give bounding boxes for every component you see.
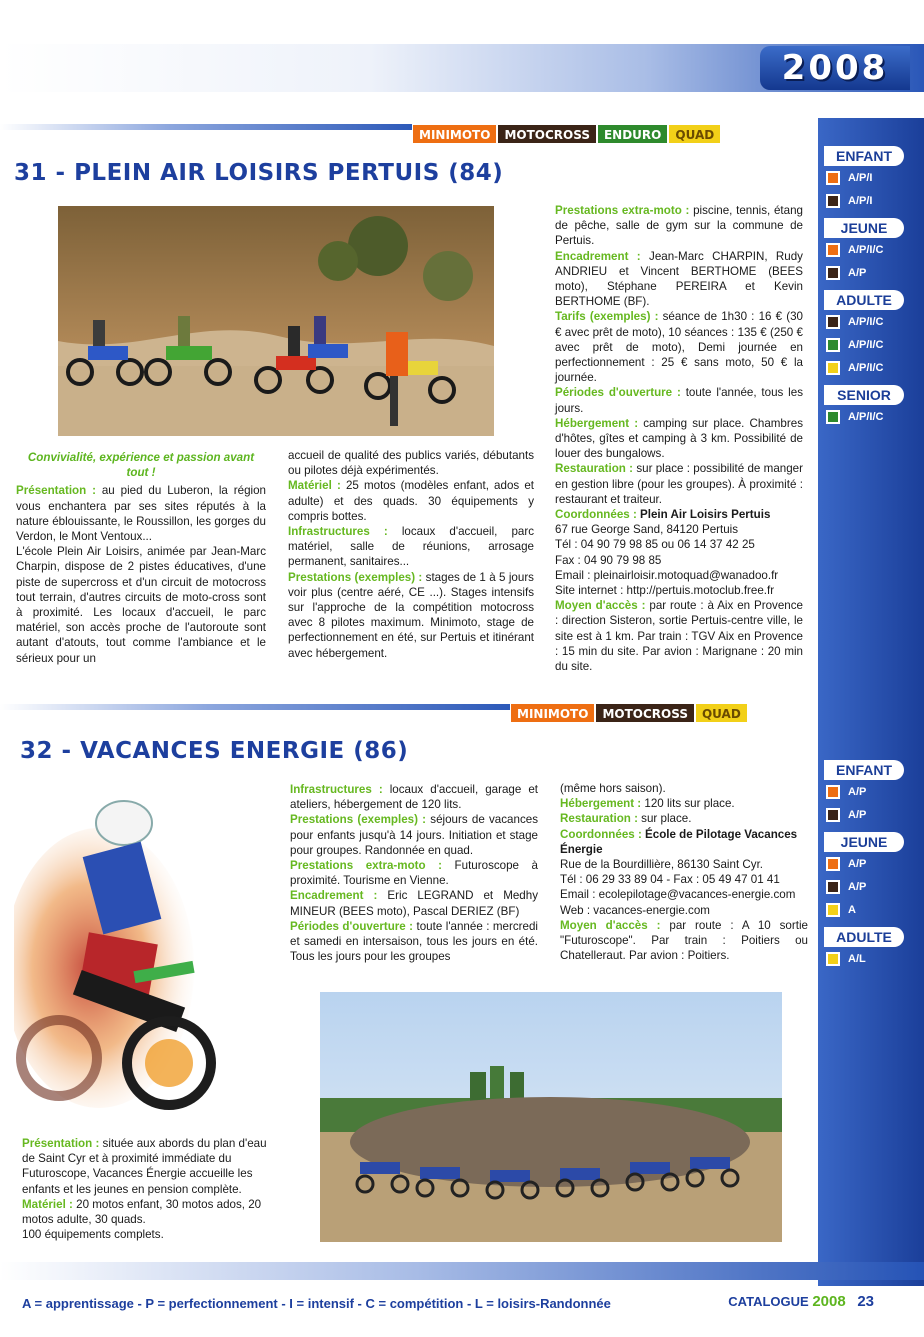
tab-motocross: MOTOCROSS xyxy=(595,703,695,723)
s31-presentation-text-2: L'école Plein Air Loisirs, animée par Jean-Marc Charpin, dispose de 2 pistes éducatives, d'une piste de supercross et d'un circuit de motocross tout terrain, d'autres circuits de moto-cross sont à proximité. Les locaux d'accueil, le parc matériel, son accès proche de l'autoroute sont autant d'atouts, tout comme l'ambiance et le sérieux pour un xyxy=(16,545,266,665)
minimoto-swatch xyxy=(826,171,840,185)
s31-senior-code-1: A/P/I/C xyxy=(848,410,884,423)
minimoto-swatch xyxy=(826,785,840,799)
motocross-swatch xyxy=(826,194,840,208)
s32-level-adulte: ADULTE xyxy=(824,927,904,947)
s32-jeune-code-2: A/P xyxy=(848,880,867,893)
s31-encadrement-label: Encadrement : xyxy=(555,249,641,263)
s32-prestations-label: Prestations (exemples) : xyxy=(290,813,427,827)
s32-jeune-code-3: A xyxy=(848,903,856,916)
s32-adulte-code-1: A/L xyxy=(848,952,866,965)
s31-level-adulte: ADULTE xyxy=(824,290,904,310)
enduro-swatch xyxy=(826,338,840,352)
tab-enduro: ENDURO xyxy=(597,124,668,144)
s31-adulte-code-3: A/P/I/C xyxy=(848,361,884,374)
s31-level-senior: SENIOR xyxy=(824,385,904,405)
s31-infra-label: Infrastructures : xyxy=(288,525,388,539)
quad-swatch xyxy=(826,361,840,375)
tab-minimoto: MINIMOTO xyxy=(412,124,497,144)
s32-materiel-label: Matériel : xyxy=(22,1197,73,1211)
footer-legend: A = apprentissage - P = perfectionnement - I = intensif - C = compétition - L = loisirs-Randonnée xyxy=(22,1296,611,1311)
s32-hebergement-label: Hébergement : xyxy=(560,797,642,811)
page-number: 23 xyxy=(857,1293,874,1310)
s31-enfant-code-1: A/P/I xyxy=(848,171,873,184)
section-32-title: 32 - VACANCES ENERGIE (86) xyxy=(20,738,409,764)
footer-page-info xyxy=(728,1293,874,1310)
s31-acces-label: Moyen d'accès : xyxy=(555,599,646,613)
section-31-rule xyxy=(0,124,420,130)
s32-hebergement-text: 120 lits sur place. xyxy=(641,797,735,811)
s31-restauration-text: sur place : possibilité de manger en gestion libre (pour les groupes). À proximité : restaurant et traiteur. xyxy=(555,462,803,506)
s31-prestations-label: Prestations (exemples) : xyxy=(288,570,423,584)
s31-hebergement-label: Hébergement : xyxy=(555,416,639,430)
s32-level-jeune: JEUNE xyxy=(824,832,904,852)
s31-encadrement-text: Jean-Marc CHARPIN, Rudy ANDRIEU et Vincent BERTHOME (BEES moto), Stéphane PEREIRA et Kevin BERTHOME (BF). xyxy=(555,249,803,309)
motocross-swatch xyxy=(826,315,840,329)
motocross-riders-photo xyxy=(58,206,494,436)
s31-coordonnees-label: Coordonnées : xyxy=(555,508,637,522)
s32-presentation-label: Présentation : xyxy=(22,1137,100,1150)
tab-quad: QUAD xyxy=(668,124,721,144)
section-31-tabs xyxy=(412,124,721,144)
s32-presentation-text: située aux abords du plan d'eau de Saint Cyr et à proximité immédiate du Futuroscope, Vacances Énergie accueille les enfants et les jeunes en pension complète. xyxy=(22,1137,267,1196)
year-badge: 2008 xyxy=(760,46,910,90)
s32-acces-label: Moyen d'accès : xyxy=(560,918,661,932)
tab-motocross: MOTOCROSS xyxy=(497,124,597,144)
s31-column-1 xyxy=(16,450,266,666)
s31-accueil-text: accueil de qualité des publics variés, débutants ou pilotes déjà expérimentés. xyxy=(288,449,534,478)
footer-catalogue: CATALOGUE xyxy=(728,1294,809,1309)
s32-restauration-text: sur place. xyxy=(637,812,692,826)
s32-encadrement-label: Encadrement : xyxy=(290,889,378,903)
s32-jeune-code-1: A/P xyxy=(848,857,867,870)
s31-coordonnees-name: Plein Air Loisirs Pertuis xyxy=(636,508,771,522)
s31-materiel-text: 25 motos (modèles enfant, ados et adulte) et des quads. 30 équipements y compris bottes. xyxy=(288,479,534,523)
minimoto-swatch xyxy=(826,243,840,257)
s32-email: Email : ecolepilotage@vacances-energie.com xyxy=(560,888,796,902)
s32-coordonnees-label: Coordonnées : xyxy=(560,827,642,841)
group-photo xyxy=(320,992,782,1242)
s32-phone: Tél : 06 29 33 89 04 - Fax : 05 49 47 01 41 xyxy=(560,873,780,887)
footer-year: 2008 xyxy=(812,1293,846,1310)
s31-presentation-label: Présentation : xyxy=(16,484,96,498)
tab-minimoto: MINIMOTO xyxy=(510,703,595,723)
s31-extra-text: piscine, tennis, étang de pêche, salle de gym sur la commune de Pertuis. xyxy=(555,204,803,248)
s32-address: Rue de la Bourdillière, 86130 Saint Cyr. xyxy=(560,858,764,872)
s32-column-2 xyxy=(290,782,538,964)
s31-jeune-code-2: A/P xyxy=(848,266,867,279)
s31-email: Email : pleinairloisir.motoquad@wanadoo.fr xyxy=(555,568,779,582)
s31-acces-text: par route : à Aix en Provence : direction Sisteron, sortie Pertuis-centre ville, le site est à 1 km. Par train : TGV Aix en Provence : 15 min du site. Par avion : Marignane : 20 min du site. xyxy=(555,599,803,674)
s32-periodes-label: Périodes d'ouverture : xyxy=(290,919,414,933)
s32-levels xyxy=(820,754,924,970)
s31-levels xyxy=(820,140,924,428)
s31-level-jeune: JEUNE xyxy=(824,218,904,238)
s31-prestations-text: stages de 1 à 5 jours voir plus (centre aéré, CE ...). Stages intensifs sur l'approche de la compétition motocross avec 8 pilotes maximum. Minimoto, stage de perfectionnement en été, sur Pertuis et itinérant avec hébergement. xyxy=(288,570,534,660)
s31-materiel-label: Matériel : xyxy=(288,479,341,493)
s32-column-1 xyxy=(22,1136,280,1242)
s32-restauration-label: Restauration : xyxy=(560,812,638,826)
s31-tarifs-text: séance de 1h30 : 16 € (30 € avec prêt de moto), 10 séances : 135 € (250 € avec prêt de moto), Demi journée en perfectionnement : 25 € sans moto, 50 € la journée. xyxy=(555,310,803,385)
s32-periodes-cont: (même hors saison). xyxy=(560,782,666,795)
tab-quad: QUAD xyxy=(695,703,748,723)
s32-level-enfant: ENFANT xyxy=(824,760,904,780)
motocross-swatch xyxy=(826,808,840,822)
s31-hebergement-text: camping sur place. Chambres d'hôtes, gîtes et camping à 3 km. Possibilité de louer des bungalows. xyxy=(555,416,803,461)
motocross-swatch xyxy=(826,266,840,280)
s31-fax: Fax : 04 90 79 98 85 xyxy=(555,553,662,567)
s32-materiel-text: 20 motos enfant, 30 motos ados, 20 motos adulte, 30 quads. xyxy=(22,1197,262,1227)
quad-swatch xyxy=(826,952,840,966)
s32-prestations-text: séjours de vacances pour enfants jusqu'à 14 jours. Initiation et stage pour groupes. Randonnée en quad. xyxy=(290,813,538,857)
jumping-rider-photo xyxy=(14,788,224,1118)
footer-band xyxy=(0,1262,924,1280)
s32-acces-text: par route : A 10 sortie "Futuroscope". Par train : Poitiers ou Chatelleraut. Par avion : Poitiers. xyxy=(560,918,808,963)
s32-infra-text: locaux d'accueil, garage et ateliers, hébergement de 120 lits. xyxy=(290,783,539,812)
s31-restauration-label: Restauration : xyxy=(555,462,634,476)
section-32-rule xyxy=(0,704,516,710)
s31-tarifs-label: Tarifs (exemples) : xyxy=(555,310,659,324)
s32-enfant-code-2: A/P xyxy=(848,808,867,821)
s32-periodes-text: toute l'année : mercredi et samedi en intersaison, tous les jours en été. Tous les jours pour les groupes xyxy=(290,919,538,964)
quad-swatch xyxy=(826,903,840,917)
motocross-swatch xyxy=(826,880,840,894)
s31-enfant-code-2: A/P/I xyxy=(848,194,873,207)
s31-level-enfant: ENFANT xyxy=(824,146,904,166)
s32-coordonnees-name: École de Pilotage Vacances Énergie xyxy=(560,827,798,856)
s31-infra-text: locaux d'accueil, parc matériel, salle de réunions, arrosage permanent, sanitaires... xyxy=(288,525,535,569)
s31-phone: Tél : 04 90 79 98 85 ou 06 14 37 42 25 xyxy=(555,538,755,552)
s31-extra-label: Prestations extra-moto : xyxy=(555,204,690,217)
s32-encadrement-text: Eric LEGRAND et Medhy MINEUR (BEES moto), Pascal DERIEZ (BF) xyxy=(290,889,538,918)
s32-extra-label: Prestations extra-moto : xyxy=(290,859,443,873)
s31-adulte-code-1: A/P/I/C xyxy=(848,315,884,328)
s31-address: 67 rue George Sand, 84120 Pertuis xyxy=(555,523,739,537)
s31-periodes-text: toute l'année, tous les jours. xyxy=(555,386,803,415)
s31-tagline: Convivialité, expérience et passion avant tout ! xyxy=(27,451,255,480)
s31-periodes-label: Périodes d'ouverture : xyxy=(555,386,681,400)
section-31-title: 31 - PLEIN AIR LOISIRS PERTUIS (84) xyxy=(14,160,504,186)
s32-column-3 xyxy=(560,781,808,963)
s31-column-3 xyxy=(555,203,803,674)
s31-adulte-code-2: A/P/I/C xyxy=(848,338,884,351)
s32-website: Web : vacances-energie.com xyxy=(560,903,710,917)
s32-equipements: 100 équipements complets. xyxy=(22,1228,164,1242)
enduro-swatch xyxy=(826,410,840,424)
s31-jeune-code-1: A/P/I/C xyxy=(848,243,884,256)
s31-website: Site internet : http://pertuis.motoclub.free.fr xyxy=(555,584,775,598)
s32-extra-text: Futuroscope à proximité. Tourisme en Vienne. xyxy=(290,859,538,888)
s31-presentation-text: au pied du Luberon, la région vous enchantera par ses sites réputés à la nature éblouissante, le Roussillon, les gorges du Verdon, le Mont Ventoux... xyxy=(16,484,266,544)
minimoto-swatch xyxy=(826,857,840,871)
s32-infra-label: Infrastructures : xyxy=(290,783,383,796)
s31-column-2 xyxy=(288,448,534,661)
s32-enfant-code-1: A/P xyxy=(848,785,867,798)
section-32-tabs xyxy=(510,703,748,723)
